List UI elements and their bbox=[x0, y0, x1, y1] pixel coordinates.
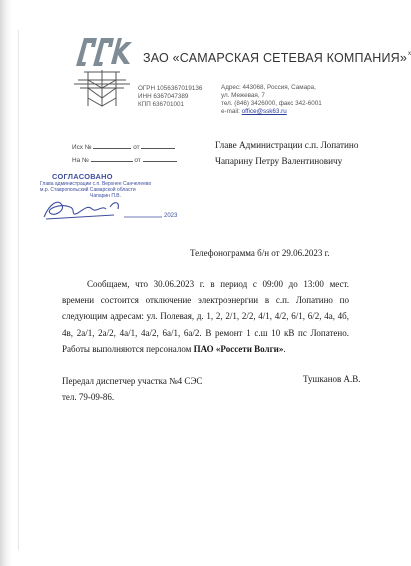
addressee-line-2: Чапарину Петру Валентиновичу bbox=[215, 156, 343, 166]
outgoing-label: Исх № bbox=[72, 144, 92, 151]
company-logo-icon bbox=[70, 36, 134, 108]
email-link[interactable]: office@ssk63.ru bbox=[241, 108, 287, 116]
outgoing-from-label: от bbox=[133, 144, 140, 151]
email-label: e-mail: bbox=[221, 108, 242, 116]
incoming-number-blank bbox=[91, 155, 133, 162]
stamp-name: Чапарин П.В. bbox=[90, 193, 122, 199]
company-name bbox=[143, 51, 411, 65]
address-line-1: Адрес: 443068, Россия, Самара, bbox=[221, 84, 316, 91]
company-address bbox=[221, 84, 322, 116]
outgoing-date-blank bbox=[141, 142, 175, 149]
company-name-text: ЗАО «САМАРСКАЯ СЕТЕВАЯ КОМПАНИЯ» bbox=[143, 51, 408, 65]
incoming-date-blank bbox=[143, 155, 177, 162]
address-line-2: ул. Межевая, 7 bbox=[221, 92, 265, 100]
stamp-line-2: м.р. Ставропольский Самарской области bbox=[40, 187, 136, 193]
incoming-label: На № bbox=[72, 157, 89, 164]
message-body bbox=[62, 276, 349, 357]
stamp-line-1: Глава администрации с.п. Верхнее Санчелеево bbox=[40, 181, 152, 187]
scan-edge-line bbox=[18, 30, 19, 550]
company-mark: х bbox=[408, 51, 411, 57]
signer-name: Тушканов А.В. bbox=[303, 374, 361, 384]
sender-phone: тел. 79-09-86. bbox=[62, 392, 115, 402]
incoming-from-label: от bbox=[134, 157, 141, 164]
addressee-block bbox=[215, 137, 358, 169]
inn: ИНН 6367047389 bbox=[138, 93, 189, 101]
phone-fax: тел. (846) 3426000, факс 342-6001 bbox=[221, 100, 322, 108]
stamp-year: 2023 bbox=[164, 213, 178, 219]
message-body-end: . bbox=[283, 343, 286, 354]
ogrn: ОГРН 1056367019136 bbox=[138, 85, 203, 92]
stamp-title: СОГЛАСОВАНО bbox=[52, 172, 113, 181]
outgoing-number-blank bbox=[93, 142, 131, 149]
addressee-line-1: Главе Администрации с.п. Лопатино bbox=[215, 140, 359, 150]
sender-line: Передал диспетчер участка №4 СЭС bbox=[62, 376, 203, 386]
handwritten-signature-icon bbox=[40, 195, 180, 221]
contractor-name: ПАО «Россети Волги» bbox=[193, 343, 284, 354]
message-body-text: Сообщаем, что 30.06.2023 г. в период с 09:00 до 13:00 мест. времени состоится отключение электроэнергии в с.п. Лопатино по следующим адресам: ул. Полевая, д. 1, 2, 2/1, 2/2, 4/1, 4/2, 6/1, 6/2, 4а, 4б, 4в, 2а/1, 2а/2, 4а/1, 4а/2, 6а/1, 6а/2. В ремонт 1 с.ш 10 кВ пс Лопатено. Работы выполняются персоналом bbox=[62, 279, 349, 354]
svg-text:ССК: ССК bbox=[74, 56, 77, 57]
kpp: КПП 636701001 bbox=[138, 101, 184, 109]
company-requisites bbox=[138, 85, 202, 110]
incoming-reference bbox=[72, 155, 177, 164]
scan-edge-shadow bbox=[0, 0, 12, 566]
email-row bbox=[221, 108, 322, 116]
outgoing-reference bbox=[72, 142, 175, 151]
document-title: Телефонограмма б/н от 29.06.2023 г. bbox=[190, 248, 330, 258]
